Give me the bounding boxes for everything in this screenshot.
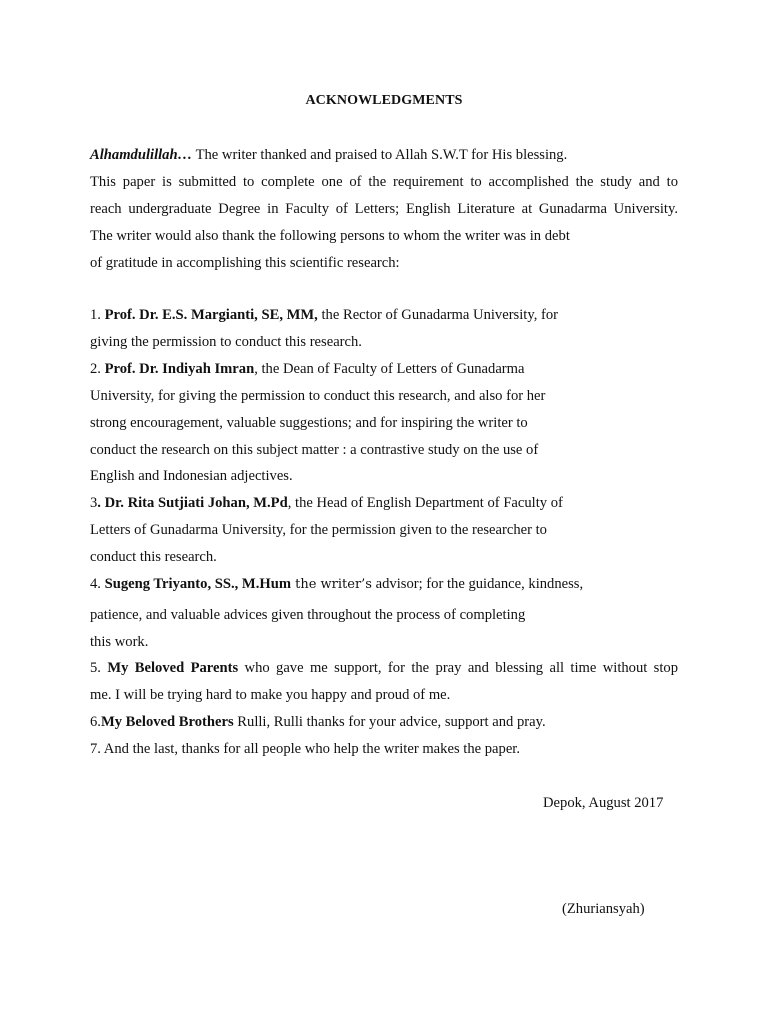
item-number: 2. <box>90 361 105 377</box>
list-item-6 <box>90 713 678 731</box>
list-item-3 <box>90 494 678 512</box>
intro-line-1 <box>90 146 678 164</box>
item-text-alt-font: the writer’s <box>290 577 372 592</box>
intro-line-4: The writer would also thank the following persons to whom the writer was in debt <box>90 228 570 244</box>
item-text: advisor; for the guidance, kindness, <box>371 576 584 592</box>
intro-line-2: This paper is submitted to complete one of the requirement to accomplished the study and to <box>90 174 678 190</box>
item-number: 3 <box>90 495 98 511</box>
intro-opening-text: The writer thanked and praised to Allah S.W.T for His blessing. <box>192 147 568 163</box>
intro-line-5: of gratitude in accomplishing this scientific research: <box>90 255 400 271</box>
list-item-1-cont: giving the permission to conduct this research. <box>90 334 362 350</box>
item-text: who gave me support, for the pray and blessing all time without stop <box>238 660 679 676</box>
item-name: Prof. Dr. E.S. Margianti, SE, MM, <box>104 307 318 323</box>
list-item-4-cont-2: this work. <box>90 634 149 650</box>
item-name: My Beloved Parents <box>107 660 239 676</box>
list-item-3-cont-2: conduct this research. <box>90 549 217 565</box>
list-item-4 <box>90 575 678 594</box>
list-item-2-cont-2: strong encouragement, valuable suggestions; and for inspiring the writer to <box>90 415 528 431</box>
list-item-3-cont-1: Letters of Gunadarma University, for the permission given to the researcher to <box>90 522 547 538</box>
intro-opening-bold: Alhamdulillah… <box>90 147 193 163</box>
list-item-5-cont-1: me. I will be trying hard to make you happy and proud of me. <box>90 687 451 703</box>
item-name: My Beloved Brothers <box>100 714 234 730</box>
item-number: 4. <box>90 576 105 592</box>
item-number: 1. <box>90 307 105 323</box>
list-item-2-cont-1: University, for giving the permission to conduct this research, and also for her <box>90 388 546 404</box>
item-name: Prof. Dr. Indiyah Imran <box>104 361 255 377</box>
item-name: . Dr. Rita Sutjiati Johan, M.Pd <box>97 495 288 511</box>
list-item-7: 7. And the last, thanks for all people who help the writer makes the paper. <box>90 741 520 757</box>
item-number: 5. <box>90 660 108 676</box>
list-item-2-cont-4: English and Indonesian adjectives. <box>90 468 293 484</box>
place-date: Depok, August 2017 <box>543 795 664 811</box>
list-item-2 <box>90 360 678 378</box>
list-item-1 <box>90 306 678 324</box>
item-name: Sugeng Triyanto, SS., M.Hum <box>104 576 291 592</box>
item-text: Rulli, Rulli thanks for your advice, support and pray. <box>233 714 546 730</box>
item-text: , the Head of English Department of Faculty of <box>287 495 563 511</box>
signature-name: (Zhuriansyah) <box>562 901 645 917</box>
item-text: the Rector of Gunadarma University, for <box>317 307 559 323</box>
list-item-5 <box>90 659 678 677</box>
page-title: ACKNOWLEDGMENTS <box>305 93 463 108</box>
item-number: 6. <box>90 714 101 730</box>
list-item-2-cont-3: conduct the research on this subject matter : a contrastive study on the use of <box>90 442 539 458</box>
item-text: , the Dean of Faculty of Letters of Gunadarma <box>254 361 525 377</box>
intro-line-3: reach undergraduate Degree in Faculty of Letters; English Literature at Gunadarma University. <box>90 201 678 217</box>
list-item-4-cont-1: patience, and valuable advices given throughout the process of completing <box>90 607 526 623</box>
